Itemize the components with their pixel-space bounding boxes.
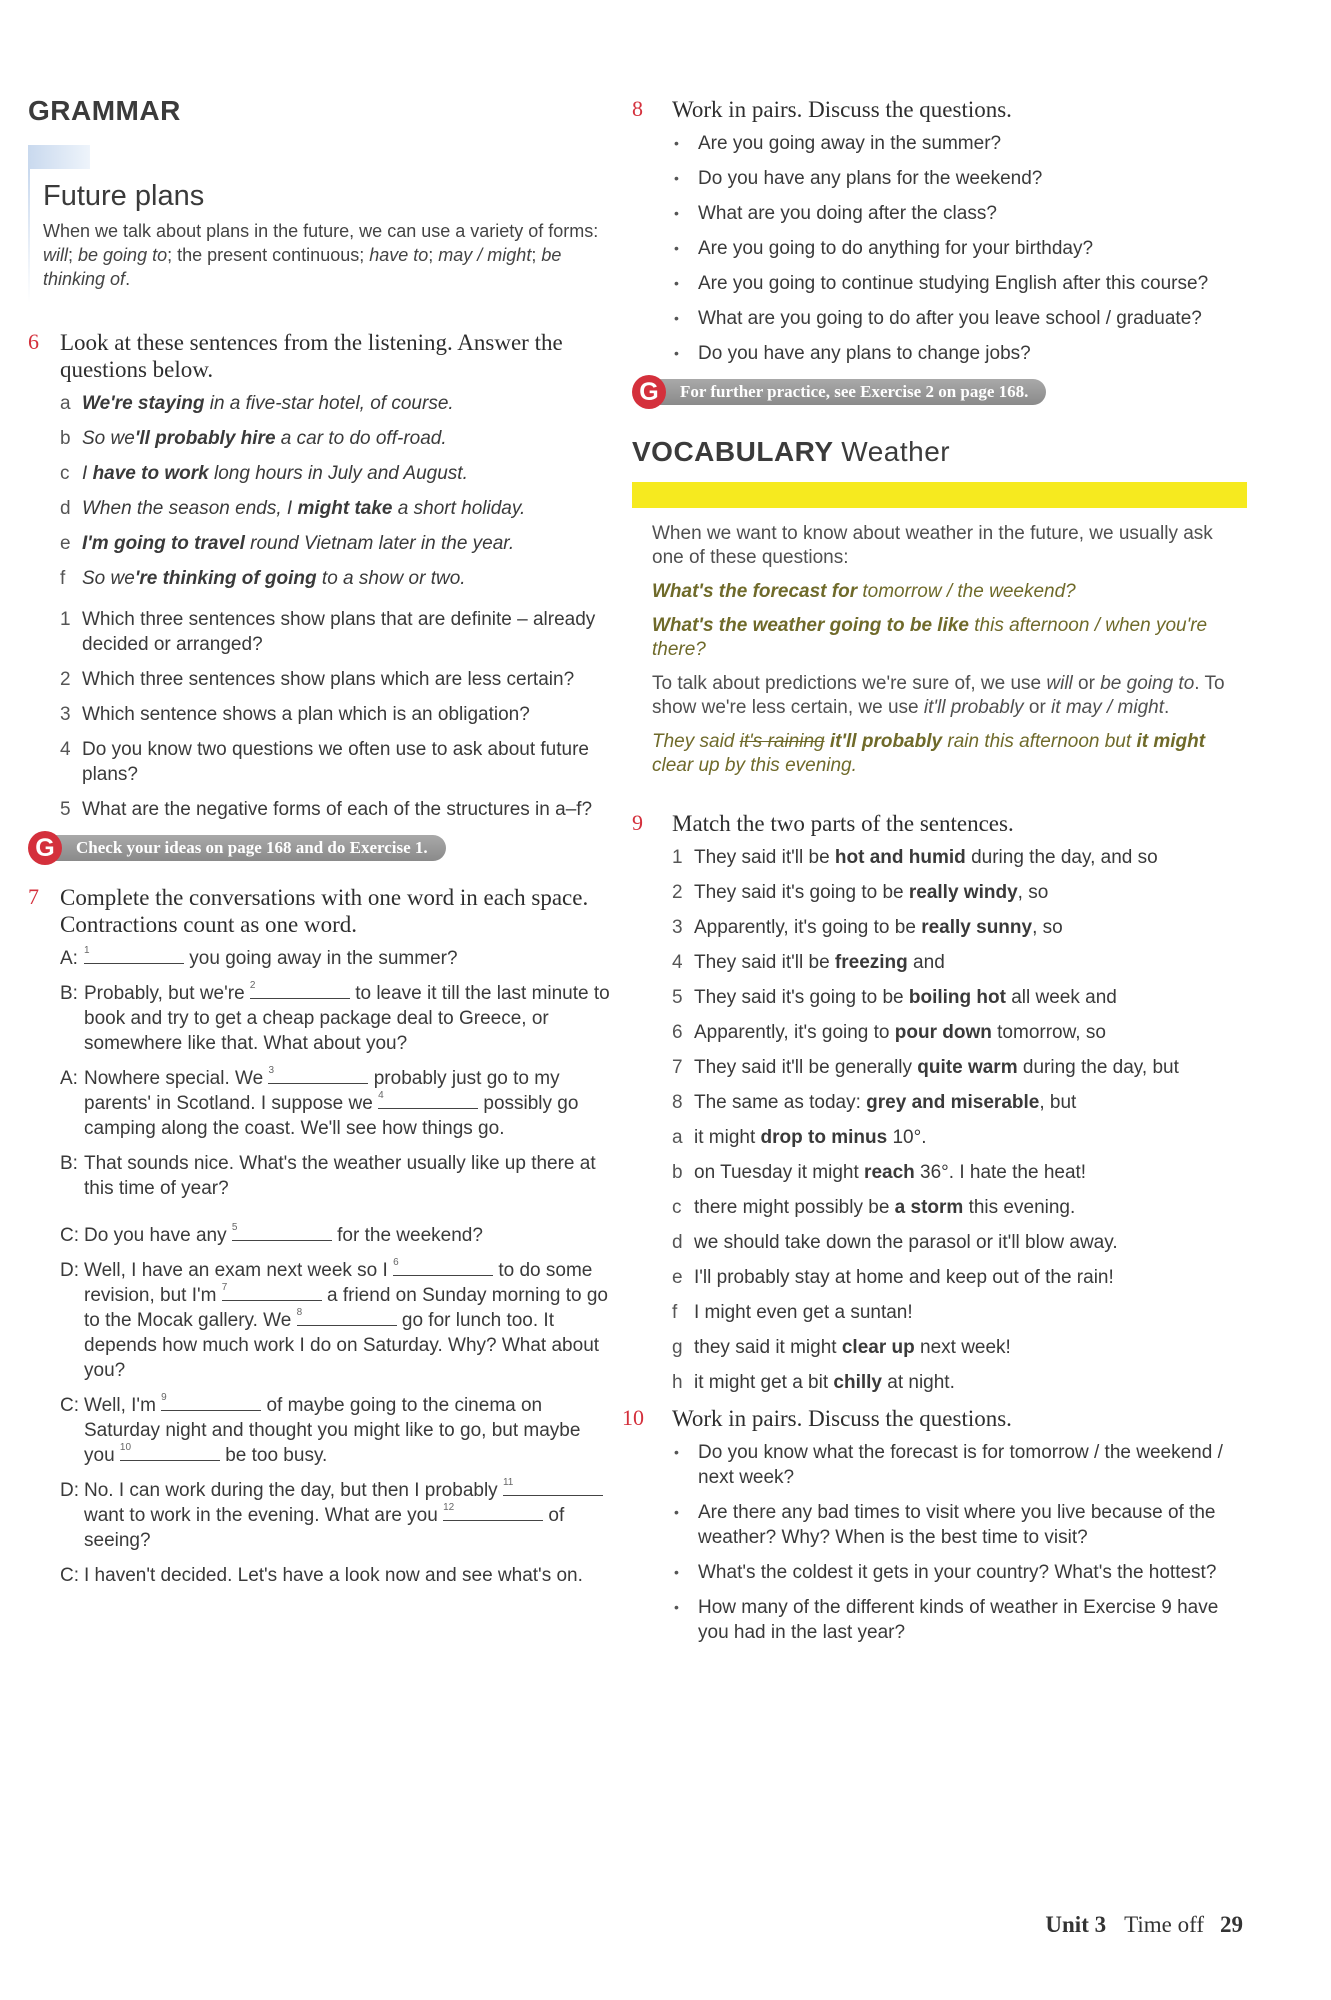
turn-text: to leave it till the last minute to book and try to get a cheap package deal to Greece, or somewhere like that. What about you? <box>84 983 610 1054</box>
text-part: next week! <box>914 1337 1011 1358</box>
item-label: a <box>672 1127 683 1148</box>
turn-text: Well, I have an exam next week so I <box>84 1260 394 1281</box>
blank-number: 6 <box>393 1257 399 1268</box>
blank-number: 4 <box>378 1090 384 1101</box>
text-part: So we <box>82 428 135 449</box>
item-label: 2 <box>672 882 683 903</box>
vocabulary-heading: VOCABULARY Weather <box>632 436 951 467</box>
text-part: long hours in July and August. <box>208 463 468 484</box>
vocabulary-box <box>632 522 1247 778</box>
list-item <box>60 391 613 416</box>
text-part: to a show or two. <box>316 568 466 589</box>
blank-number: 5 <box>231 1222 238 1233</box>
turn-text: Do you have any <box>84 1225 232 1246</box>
item-text: Which sentence shows a plan which is an obligation? <box>82 704 530 725</box>
blank-number: 1 <box>84 945 90 956</box>
exercise-number: 9 <box>632 810 643 835</box>
list-item <box>60 702 613 727</box>
text-part: , but <box>1039 1092 1077 1113</box>
item-label: e <box>672 1267 683 1288</box>
text-part: they said it might <box>694 1337 842 1358</box>
vocab-question-2: What's the weather going to be like this afternoon / when you're there? <box>652 615 1208 660</box>
speaker: C: <box>60 1395 79 1416</box>
answer-blank[interactable] <box>393 1258 493 1276</box>
list-item: • Are you going to continue studying English after this course? <box>672 271 1247 296</box>
text-bold: pour down <box>894 1022 992 1043</box>
item-label: c <box>672 1197 682 1218</box>
vocab-example: They said it's raining it'll probably rain this afternoon but it might clear up by this evening. <box>652 731 1206 776</box>
list-item: • Are there any bad times to visit where you live because of the weather? Why? When is the best time to visit? <box>672 1500 1247 1550</box>
text-part: in a five-star hotel, of course. <box>204 393 454 414</box>
list-item <box>60 566 613 591</box>
text-bold: 'll probably hire <box>134 428 276 449</box>
left-column <box>28 95 613 1598</box>
text-part: When the season ends, I <box>82 498 298 519</box>
turn-text: possibly go camping along the coast. We'll see how things go. <box>84 1093 579 1139</box>
turn-text: That sounds nice. What's the weather usually like up there at this time of year? <box>84 1153 596 1199</box>
turn-text: of seeing? <box>84 1505 565 1551</box>
speaker: A: <box>60 948 78 969</box>
list-item: • Do you have any plans for the weekend? <box>672 166 1247 191</box>
list-item: • Are you going away in the summer? <box>672 131 1247 156</box>
text-part: They said it'll be generally <box>694 1057 918 1078</box>
g-icon: G <box>632 375 666 409</box>
list-item <box>672 915 1247 940</box>
first-parts-list <box>672 845 1247 1115</box>
text-part: tomorrow, so <box>991 1022 1106 1043</box>
turn-text: want to work in the evening. What are you <box>84 1505 444 1526</box>
item-label: 4 <box>672 952 683 973</box>
item-label: 3 <box>60 704 71 725</box>
blank-number: 7 <box>221 1282 228 1293</box>
list-item <box>672 1020 1247 1045</box>
vocab-question-1: What's the forecast for tomorrow / the weekend? <box>652 581 1076 602</box>
text-part: during the day, and so <box>965 847 1158 868</box>
item-label: e <box>60 533 71 554</box>
turn-text: go for lunch too. It depends how much work I do on Saturday. Why? What about you? <box>84 1310 600 1381</box>
text-bold: chilly <box>833 1372 882 1393</box>
question-list <box>672 131 1247 366</box>
note-text: For further practice, see Exercise 2 on page 168. <box>660 379 1046 405</box>
sentence-list <box>60 391 613 591</box>
list-item <box>672 1055 1247 1080</box>
item-label: f <box>60 568 66 589</box>
text-bold: grey and miserable <box>866 1092 1040 1113</box>
list-item <box>672 1125 1247 1150</box>
text-part: this evening. <box>963 1197 1076 1218</box>
text-part: They said it'll be <box>694 952 835 973</box>
text-bold: a storm <box>894 1197 964 1218</box>
text-part: They said it'll be <box>694 847 835 868</box>
conversation-turn <box>60 1478 613 1553</box>
item-text <box>82 428 447 449</box>
item-label: d <box>60 498 71 519</box>
list-item <box>60 426 613 451</box>
g-icon: G <box>28 831 62 865</box>
text-part: They said it's going to be <box>694 882 909 903</box>
item-label: b <box>60 428 71 449</box>
item-label: f <box>672 1302 678 1323</box>
item-text: Which three sentences show plans that are definite – already decided or arranged? <box>82 609 596 655</box>
list-item <box>60 667 613 692</box>
exercise-instruction: Work in pairs. Discuss the questions. <box>672 1406 1012 1431</box>
text-part: all week and <box>1005 987 1117 1008</box>
grammar-reference-note[interactable] <box>28 832 613 864</box>
exercise-7 <box>28 884 613 1588</box>
list-item <box>672 1230 1247 1255</box>
answer-blank[interactable] <box>297 1308 397 1326</box>
conversation-turn <box>60 1563 613 1588</box>
text-bold: freezing <box>834 952 908 973</box>
text-part: round Vietnam later in the year. <box>244 533 515 554</box>
page-footer <box>1045 1912 1243 1938</box>
text-part: it might <box>694 1127 761 1148</box>
turn-text: Probably, but we're <box>84 983 250 1004</box>
list-item <box>672 1335 1247 1360</box>
answer-blank[interactable] <box>443 1503 543 1521</box>
answer-blank[interactable] <box>84 946 184 964</box>
item-label: 3 <box>672 917 683 938</box>
list-item <box>672 1265 1247 1290</box>
grammar-box-title: Future plans <box>43 180 205 212</box>
text-part: 36°. I hate the heat! <box>914 1162 1087 1183</box>
text-part: we should take down the parasol or it'll blow away. <box>694 1232 1118 1253</box>
list-item: • What's the coldest it gets in your country? What's the hottest? <box>672 1560 1247 1585</box>
item-label: 8 <box>672 1092 683 1113</box>
item-label: b <box>672 1162 683 1183</box>
item-label: 6 <box>672 1022 683 1043</box>
list-item <box>60 737 613 787</box>
item-label: 1 <box>60 609 71 630</box>
list-item <box>672 1160 1247 1185</box>
text-bold: quite warm <box>917 1057 1018 1078</box>
list-item: • What are you doing after the class? <box>672 201 1247 226</box>
blank-number: 2 <box>249 980 256 991</box>
exercise-instruction: Work in pairs. Discuss the questions. <box>672 97 1012 122</box>
item-text: What are the negative forms of each of the structures in a–f? <box>82 799 593 820</box>
speaker: C: <box>60 1565 79 1586</box>
list-item <box>672 1370 1247 1395</box>
text-part: during the day, but <box>1017 1057 1179 1078</box>
question-list <box>60 607 613 822</box>
turn-text: you going away in the summer? <box>184 948 458 969</box>
list-item <box>60 496 613 521</box>
turn-text: to do some revision, but I'm <box>84 1260 593 1306</box>
item-text <box>82 498 525 519</box>
question-list <box>672 1440 1247 1645</box>
list-item <box>672 1300 1247 1325</box>
exercise-instruction: Look at these sentences from the listening. Answer the questions below. <box>60 330 563 382</box>
exercise-6 <box>28 329 613 822</box>
text-part: a short holiday. <box>392 498 526 519</box>
item-label: d <box>672 1232 683 1253</box>
grammar-box-line <box>28 169 30 303</box>
text-part: , so <box>1017 882 1049 903</box>
conversation-turn <box>60 1223 613 1248</box>
item-text: Which three sentences show plans which are less certain? <box>82 669 575 690</box>
item-text: Do you know two questions we often use to ask about future plans? <box>82 739 589 785</box>
text-part: So we <box>82 568 135 589</box>
item-label: 5 <box>672 987 683 1008</box>
text-bold: might take <box>297 498 393 519</box>
turn-text: be too busy. <box>219 1445 328 1466</box>
text-part: Apparently, it's going to <box>694 1022 895 1043</box>
practice-reference-note[interactable] <box>632 376 1247 408</box>
vocab-explanation: To talk about predictions we're sure of, we use will or be going to. To show we're less certain, we use it'll probably or it may / might. <box>652 673 1225 718</box>
right-column <box>622 96 1247 1655</box>
speaker: D: <box>60 1260 79 1281</box>
speaker: B: <box>60 983 78 1004</box>
exercise-10 <box>622 1405 1247 1645</box>
blank-number: 10 <box>119 1442 132 1453</box>
text-bold: really windy <box>908 882 1018 903</box>
list-item: • Are you going to do anything for your birthday? <box>672 236 1247 261</box>
text-bold: boiling hot <box>908 987 1006 1008</box>
unit-title: Time off <box>1124 1912 1204 1937</box>
answer-blank[interactable] <box>161 1393 261 1411</box>
item-text <box>82 533 514 554</box>
conversation-turn <box>60 981 613 1056</box>
note-text: Check your ideas on page 168 and do Exercise 1. <box>56 835 446 861</box>
page-number: 29 <box>1220 1912 1243 1937</box>
conversation-turn <box>60 1258 613 1383</box>
text-part: at night. <box>881 1372 955 1393</box>
list-item <box>60 461 613 486</box>
text-part: I'll probably stay at home and keep out of the rain! <box>694 1267 1114 1288</box>
conversation <box>60 946 613 1588</box>
exercise-instruction: Match the two parts of the sentences. <box>672 811 1014 836</box>
turn-text: a friend on Sunday morning to go to the Mocak gallery. We <box>84 1285 608 1331</box>
text-part: They said it's going to be <box>694 987 909 1008</box>
spacer <box>60 1211 613 1223</box>
conversation-turn <box>60 1393 613 1468</box>
text-part: it might get a bit <box>694 1372 834 1393</box>
list-item: • What are you going to do after you leave school / graduate? <box>672 306 1247 331</box>
text-part: and <box>907 952 945 973</box>
grammar-box <box>28 145 613 303</box>
text-part: Apparently, it's going to be <box>694 917 922 938</box>
conversation-turn <box>60 1151 613 1201</box>
blank-number: 12 <box>443 1502 455 1513</box>
answer-blank[interactable] <box>232 1223 332 1241</box>
answer-blank[interactable] <box>378 1091 478 1109</box>
text-part: I might even get a suntan! <box>694 1302 913 1323</box>
text-part: a car to do off-road. <box>275 428 447 449</box>
list-item <box>60 531 613 556</box>
turn-text: Well, I'm <box>84 1395 162 1416</box>
grammar-box-accent <box>28 145 90 169</box>
list-item: • Do you have any plans to change jobs? <box>672 341 1247 366</box>
text-bold: really sunny <box>921 917 1033 938</box>
text-bold: We're staying <box>82 393 205 414</box>
text-bold: reach <box>864 1162 915 1183</box>
item-label: a <box>60 393 71 414</box>
item-text <box>82 463 468 484</box>
list-item: • Do you know what the forecast is for tomorrow / the weekend / next week? <box>672 1440 1247 1490</box>
list-item <box>60 797 613 822</box>
text-bold: clear up <box>841 1337 915 1358</box>
grammar-box-text: When we talk about plans in the future, we can use a variety of forms: will; be going to; the present continuous; have to; may / might; be thinking of. <box>43 221 599 289</box>
unit-label: Unit 3 <box>1045 1912 1107 1937</box>
exercise-instruction: Complete the conversations with one word in each space. Contractions count as one word. <box>60 885 589 937</box>
list-item <box>672 950 1247 975</box>
exercise-number: 7 <box>28 884 39 909</box>
speaker: A: <box>60 1068 78 1089</box>
vocabulary-bar <box>632 482 1247 508</box>
exercise-9 <box>632 810 1247 1395</box>
turn-text: of maybe going to the cinema on Saturday night and thought you might like to go, but maybe you <box>84 1395 581 1466</box>
item-label: g <box>672 1337 683 1358</box>
text-bold: 're thinking of going <box>134 568 317 589</box>
item-label: 2 <box>60 669 71 690</box>
blank-number: 9 <box>161 1392 167 1403</box>
answer-blank[interactable] <box>250 981 350 999</box>
conversation-turn <box>60 946 613 971</box>
grammar-heading: GRAMMAR <box>28 95 181 126</box>
item-label: 5 <box>60 799 71 820</box>
conversation-turn <box>60 1066 613 1141</box>
list-item <box>672 880 1247 905</box>
speaker: C: <box>60 1225 79 1246</box>
exercise-number: 8 <box>632 96 643 121</box>
item-text <box>82 393 454 414</box>
blank-number: 3 <box>268 1065 275 1076</box>
blank-number: 8 <box>296 1307 303 1318</box>
text-part: there might possibly be <box>694 1197 895 1218</box>
text-part: , so <box>1032 917 1063 938</box>
item-label: 4 <box>60 739 71 760</box>
text-bold: hot and humid <box>834 847 966 868</box>
answer-blank[interactable] <box>222 1283 322 1301</box>
exercise-number: 10 <box>622 1405 644 1430</box>
blank-number: 11 <box>502 1477 514 1488</box>
turn-text: for the weekend? <box>331 1225 483 1246</box>
item-label: c <box>60 463 70 484</box>
item-text <box>82 568 466 589</box>
text-bold: I'm going to travel <box>82 533 245 554</box>
item-label: 1 <box>672 847 683 868</box>
text-part: The same as today: <box>694 1092 867 1113</box>
list-item <box>672 845 1247 870</box>
answer-blank[interactable] <box>120 1443 220 1461</box>
answer-blank[interactable] <box>268 1066 368 1084</box>
text-part: on Tuesday it might <box>694 1162 865 1183</box>
text-part: 10°. <box>887 1127 927 1148</box>
turn-text: probably just go to my parents' in Scotland. I suppose we <box>84 1068 560 1114</box>
vocab-intro: When we want to know about weather in the future, we usually ask one of these questions: <box>652 523 1213 568</box>
list-item <box>60 607 613 657</box>
text-bold: have to work <box>92 463 209 484</box>
speaker: D: <box>60 1480 79 1501</box>
list-item: • How many of the different kinds of weather in Exercise 9 have you had in the last year? <box>672 1595 1247 1645</box>
exercise-number: 6 <box>28 329 39 354</box>
list-item <box>672 1090 1247 1115</box>
turn-text: No. I can work during the day, but then I probably <box>84 1480 503 1501</box>
item-label: h <box>672 1372 683 1393</box>
answer-blank[interactable] <box>503 1478 603 1496</box>
list-item <box>672 1195 1247 1220</box>
turn-text: Nowhere special. We <box>84 1068 269 1089</box>
turn-text: I haven't decided. Let's have a look now and see what's on. <box>84 1565 583 1586</box>
exercise-8 <box>632 96 1247 366</box>
second-parts-list <box>672 1125 1247 1395</box>
text-part: I <box>82 463 93 484</box>
text-bold: drop to minus <box>760 1127 888 1148</box>
list-item <box>672 985 1247 1010</box>
item-label: 7 <box>672 1057 683 1078</box>
speaker: B: <box>60 1153 78 1174</box>
